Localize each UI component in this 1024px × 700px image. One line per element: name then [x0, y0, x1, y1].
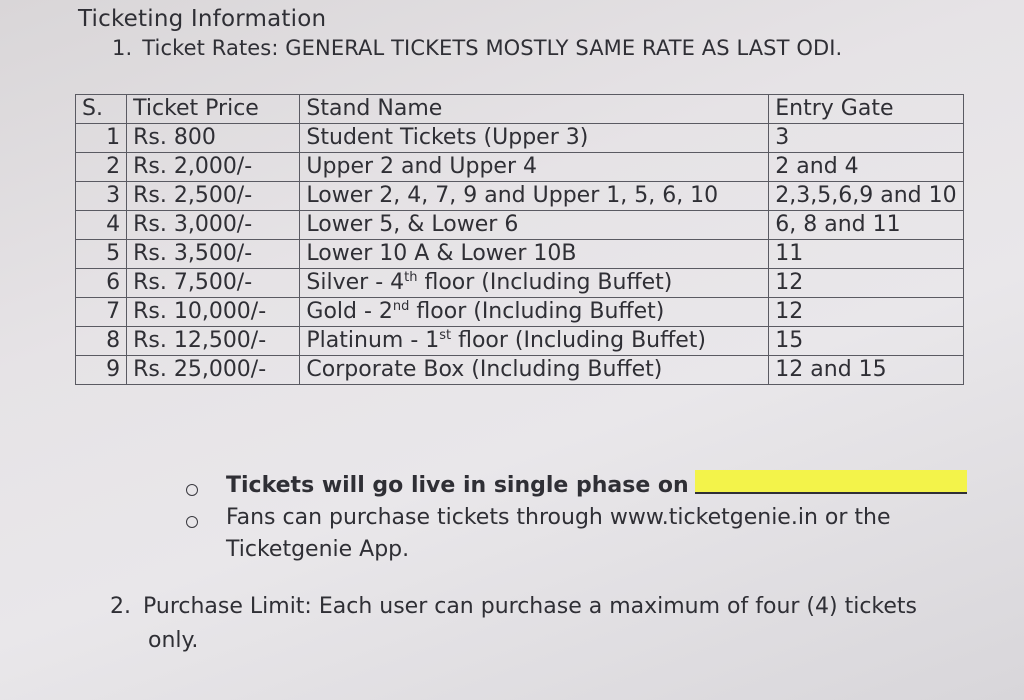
stand-cell [300, 269, 769, 298]
list-item [180, 502, 980, 566]
gate-cell: 15 [769, 327, 964, 356]
gate-cell: 12 [769, 298, 964, 327]
header-gate: Entry Gate [769, 95, 964, 124]
table-row [76, 153, 964, 182]
serial-cell: 3 [76, 182, 127, 211]
table-row [76, 124, 964, 153]
ticket-rates-text: Ticket Rates: GENERAL TICKETS MOSTLY SAME RATE AS LAST ODI. [142, 36, 843, 60]
stand-text: floor (Including Buffet) [409, 299, 665, 324]
header-price: Ticket Price [127, 95, 300, 124]
price-cell: Rs. 800 [127, 124, 300, 153]
table-row [76, 327, 964, 356]
stand-cell: Lower 5, & Lower 6 [300, 211, 769, 240]
stand-cell: Upper 2 and Upper 4 [300, 153, 769, 182]
stand-cell [300, 327, 769, 356]
gate-cell: 2 and 4 [769, 153, 964, 182]
stand-cell [300, 298, 769, 327]
gate-cell: 12 [769, 269, 964, 298]
table-row [76, 269, 964, 298]
stand-cell: Lower 10 A & Lower 10B [300, 240, 769, 269]
section-title: Ticketing Information [78, 6, 327, 32]
serial-cell: 6 [76, 269, 127, 298]
gate-cell: 12 and 15 [769, 356, 964, 385]
price-cell: Rs. 3,500/- [127, 240, 300, 269]
item-number: 1. [112, 36, 133, 60]
serial-cell: 5 [76, 240, 127, 269]
price-cell: Rs. 7,500/- [127, 269, 300, 298]
serial-cell: 2 [76, 153, 127, 182]
table-row [76, 298, 964, 327]
list-item [180, 470, 980, 502]
table-row [76, 240, 964, 269]
serial-cell: 8 [76, 327, 127, 356]
stand-text: Platinum - 1 [306, 328, 440, 353]
price-cell: Rs. 2,500/- [127, 182, 300, 211]
item-number: 2. [110, 594, 131, 619]
serial-cell: 4 [76, 211, 127, 240]
gate-cell: 2,3,5,6,9 and 10 [769, 182, 964, 211]
highlighted-blank [695, 470, 967, 494]
ticket-notes-list [180, 470, 980, 566]
header-stand: Stand Name [300, 95, 769, 124]
ordinal-suffix: th [404, 270, 418, 285]
purchase-channel-text: Fans can purchase tickets through www.ticketgenie.in or the Ticketgenie App. [226, 505, 891, 562]
ordinal-suffix: nd [392, 299, 410, 314]
price-cell: Rs. 10,000/- [127, 298, 300, 327]
serial-cell: 7 [76, 298, 127, 327]
stand-text: Gold - 2 [306, 299, 393, 324]
price-cell: Rs. 3,000/- [127, 211, 300, 240]
price-cell: Rs. 2,000/- [127, 153, 300, 182]
ticket-rates-table [75, 94, 964, 385]
circle-bullet-icon [186, 516, 198, 528]
stand-text: Silver - 4 [306, 270, 405, 295]
header-serial: S. [76, 95, 127, 124]
stand-cell: Student Tickets (Upper 3) [300, 124, 769, 153]
price-cell: Rs. 12,500/- [127, 327, 300, 356]
gate-cell: 3 [769, 124, 964, 153]
stand-text: floor (Including Buffet) [417, 270, 673, 295]
gate-cell: 11 [769, 240, 964, 269]
table-row [76, 211, 964, 240]
gate-cell: 6, 8 and 11 [769, 211, 964, 240]
ordinal-suffix: st [439, 328, 452, 343]
go-live-text: Tickets will go live in single phase on [226, 473, 689, 498]
purchase-limit-continuation: only. [148, 628, 199, 653]
stand-cell: Corporate Box (Including Buffet) [300, 356, 769, 385]
purchase-limit [110, 590, 990, 658]
purchase-limit-text: Purchase Limit: Each user can purchase a maximum of four (4) tickets [143, 594, 917, 619]
table-row [76, 182, 964, 211]
stand-text: floor (Including Buffet) [451, 328, 707, 353]
stand-cell: Lower 2, 4, 7, 9 and Upper 1, 5, 6, 10 [300, 182, 769, 211]
table-row [76, 356, 964, 385]
table-header-row [76, 95, 964, 124]
serial-cell: 9 [76, 356, 127, 385]
circle-bullet-icon [186, 484, 198, 496]
price-cell: Rs. 25,000/- [127, 356, 300, 385]
ticket-rates-heading [112, 36, 842, 60]
serial-cell: 1 [76, 124, 127, 153]
